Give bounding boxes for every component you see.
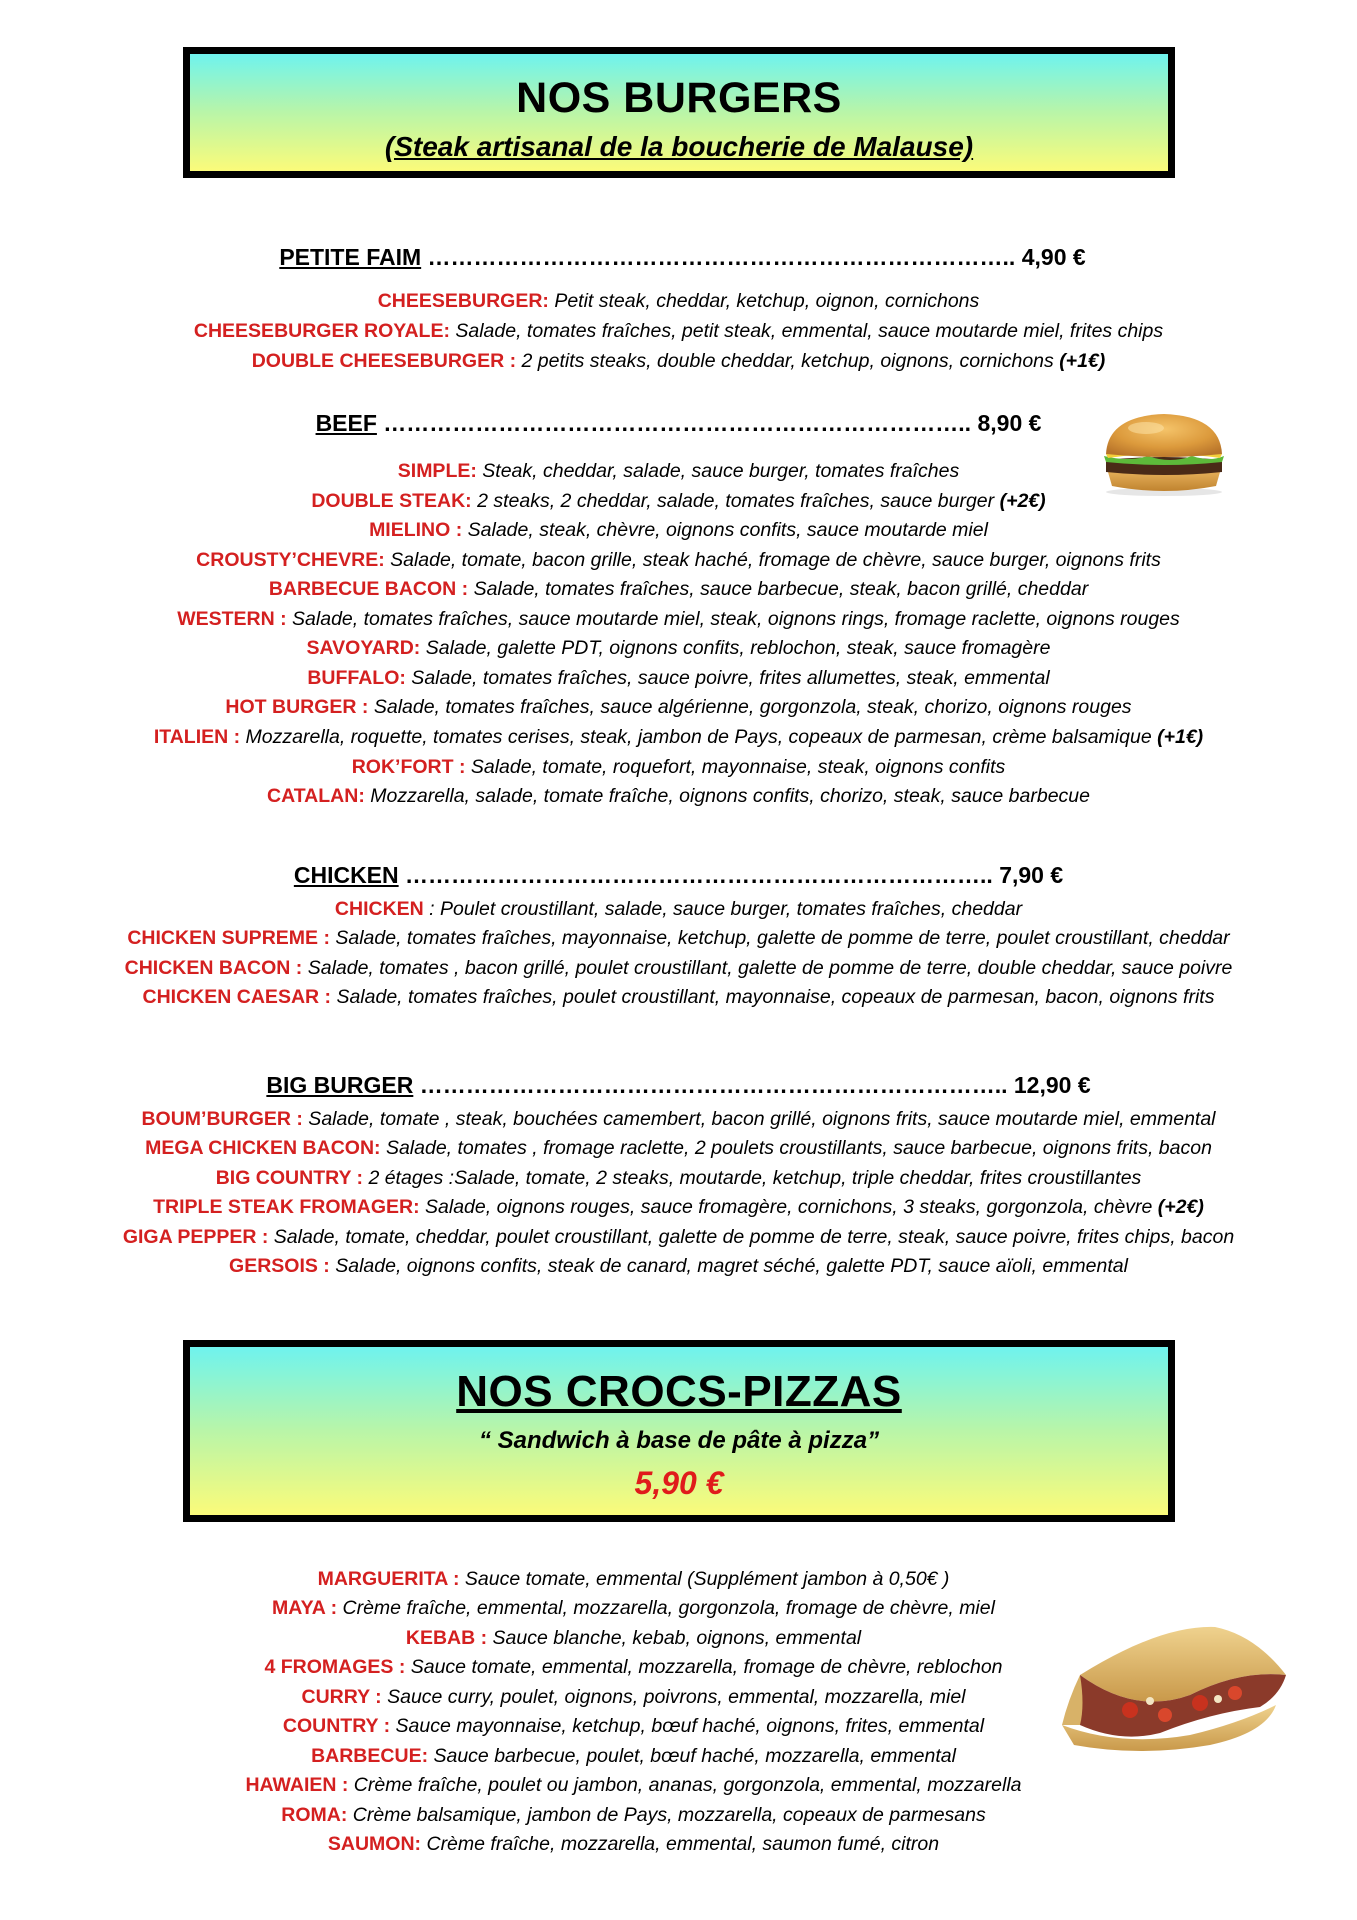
item-name: BARBECUE: — [311, 1745, 429, 1767]
item-desc: Sauce barbecue, poulet, bœuf haché, mozzarella, emmental — [428, 1745, 956, 1767]
item-desc: Mozzarella, salade, tomate fraîche, oignons confits, chorizo, steak, sauce barbecue — [364, 785, 1090, 807]
menu-item — [0, 1196, 1357, 1219]
menu-item — [0, 1774, 1312, 1797]
item-name: WESTERN : — [177, 608, 287, 630]
item-desc: Crème fraîche, poulet ou jambon, ananas, gorgonzola, emmental, mozzarella — [348, 1774, 1022, 1796]
item-desc: Salade, tomates fraîches, sauce algérienne, gorgonzola, steak, chorizo, oignons rouges — [368, 696, 1132, 718]
menu-item — [0, 756, 1357, 779]
item-desc: Salade, steak, chèvre, oignons confits, sauce moutarde miel — [462, 519, 988, 541]
section-heading-big-burger — [0, 1072, 1357, 1099]
item-name: MARGUERITA : — [317, 1568, 460, 1590]
item-desc: Salade, galette PDT, oignons confits, reblochon, steak, sauce fromagère — [420, 637, 1051, 659]
burgers-subtitle: (Steak artisanal de la boucherie de Malause) — [384, 131, 974, 162]
section-name: CHICKEN — [293, 862, 399, 888]
item-extra: (+2€) — [1157, 1196, 1204, 1218]
pizzas-title: NOS CROCS-PIZZAS — [456, 1367, 902, 1416]
menu-item — [0, 1255, 1357, 1278]
burgers-banner — [183, 47, 1175, 178]
item-name: BOUM’BURGER : — [141, 1108, 303, 1130]
menu-item — [0, 1167, 1357, 1190]
section-name: BIG BURGER — [266, 1072, 414, 1098]
menu-item — [0, 1568, 1312, 1591]
item-desc: Salade, tomate, bacon grille, steak haché, fromage de chèvre, sauce burger, oignons frits — [384, 549, 1161, 571]
section-name: BEEF — [315, 410, 377, 436]
item-name: SIMPLE: — [397, 460, 477, 482]
pizzas-price: 5,90 € — [634, 1465, 724, 1501]
menu-item — [0, 608, 1357, 631]
item-name: CHEESEBURGER ROYALE: — [193, 320, 450, 342]
item-name: CHICKEN BACON : — [124, 957, 303, 979]
menu-item — [0, 578, 1357, 601]
leader-dots: ………………………………………………………………….. — [376, 410, 978, 436]
menu-item — [0, 1833, 1312, 1856]
item-name: ROK’FORT : — [351, 756, 466, 778]
menu-item — [0, 350, 1357, 373]
item-desc: Salade, tomates , fromage raclette, 2 poulets croustillants, sauce barbecue, oignons frits, bacon — [380, 1137, 1212, 1159]
item-desc: Salade, tomate, roquefort, mayonnaise, steak, oignons confits — [465, 756, 1006, 778]
section-price: 7,90 € — [999, 862, 1064, 888]
item-desc: 2 steaks, 2 cheddar, salade, tomates fraîches, sauce burger — [471, 490, 1000, 512]
item-desc: Crème fraîche, emmental, mozzarella, gorgonzola, fromage de chèvre, miel — [337, 1597, 995, 1619]
item-name: BIG COUNTRY : — [215, 1167, 364, 1189]
section-heading-petite-faim — [0, 244, 1357, 271]
item-desc: Steak, cheddar, salade, sauce burger, tomates fraîches — [476, 460, 960, 482]
menu-item — [0, 320, 1357, 343]
item-desc: : Poulet croustillant, salade, sauce burger, tomates fraîches, cheddar — [423, 898, 1023, 920]
item-name: MEGA CHICKEN BACON: — [145, 1137, 381, 1159]
menu-item — [0, 637, 1357, 660]
item-desc: Salade, tomates fraîches, sauce barbecue, steak, bacon grillé, cheddar — [468, 578, 1089, 600]
item-name: DOUBLE CHEESEBURGER : — [251, 350, 517, 372]
item-extra: (+2€) — [999, 490, 1046, 512]
menu-item — [0, 986, 1357, 1009]
item-desc: Salade, tomates , bacon grillé, poulet croustillant, galette de pomme de terre, double cheddar, sauce poivre — [302, 957, 1233, 979]
item-name: CURRY : — [301, 1686, 382, 1708]
section-name: PETITE FAIM — [279, 244, 422, 270]
item-desc: Sauce tomate, emmental, mozzarella, fromage de chèvre, reblochon — [405, 1656, 1003, 1678]
leader-dots: ………………………………………………………………….. — [413, 1072, 1014, 1098]
menu-item — [0, 1226, 1357, 1249]
menu-item — [0, 1804, 1312, 1827]
item-extra: (+1€) — [1157, 726, 1204, 748]
item-name: CHICKEN SUPREME : — [127, 927, 330, 949]
menu-item — [0, 785, 1357, 808]
item-extra: (+1€) — [1059, 350, 1106, 372]
menu-item — [0, 1137, 1357, 1160]
item-name: MAYA : — [272, 1597, 338, 1619]
item-name: HOT BURGER : — [225, 696, 369, 718]
menu-item — [0, 927, 1357, 950]
item-name: CHICKEN CAESAR : — [142, 986, 332, 1008]
item-desc: Petit steak, cheddar, ketchup, oignon, cornichons — [548, 290, 980, 312]
menu-item — [0, 667, 1357, 690]
item-name: GERSOIS : — [229, 1255, 330, 1277]
item-desc: Salade, tomates fraîches, sauce poivre, frites allumettes, steak, emmental — [405, 667, 1050, 689]
item-desc: Salade, tomates fraîches, petit steak, emmental, sauce moutarde miel, frites chips — [449, 320, 1164, 342]
section-price: 12,90 € — [1013, 1072, 1091, 1098]
item-name: CROUSTY’CHEVRE: — [196, 549, 385, 571]
item-desc: Salade, oignons rouges, sauce fromagère, cornichons, 3 steaks, gorgonzola, chèvre — [419, 1196, 1158, 1218]
pizzas-banner — [183, 1340, 1175, 1522]
item-desc: Crème balsamique, jambon de Pays, mozzarella, copeaux de parmesans — [347, 1804, 986, 1826]
item-desc: Sauce curry, poulet, oignons, poivrons, emmental, mozzarella, miel — [381, 1686, 966, 1708]
item-name: DOUBLE STEAK: — [311, 490, 472, 512]
section-price: 4,90 € — [1021, 244, 1086, 270]
menu-item — [0, 696, 1357, 719]
item-desc: Salade, tomate , steak, bouchées camembert, bacon grillé, oignons frits, sauce moutarde miel, emmental — [302, 1108, 1216, 1130]
item-name: HAWAIEN : — [245, 1774, 349, 1796]
item-desc: Sauce blanche, kebab, oignons, emmental — [487, 1627, 862, 1649]
item-desc: Mozzarella, roquette, tomates cerises, steak, jambon de Pays, copeaux de parmesan, crème balsamique — [240, 726, 1158, 748]
menu-item — [0, 549, 1357, 572]
item-name: BUFFALO: — [307, 667, 406, 689]
item-desc: Salade, tomates fraîches, mayonnaise, ketchup, galette de pomme de terre, poulet croustillant, cheddar — [329, 927, 1230, 949]
menu-item — [0, 898, 1357, 921]
item-name: CHEESEBURGER: — [377, 290, 549, 312]
item-desc: 2 petits steaks, double cheddar, ketchup, oignons, cornichons — [516, 350, 1060, 372]
menu-item — [0, 1108, 1357, 1131]
leader-dots: ………………………………………………………………….. — [398, 862, 1000, 888]
section-heading-chicken — [0, 862, 1357, 889]
item-name: COUNTRY : — [282, 1715, 391, 1737]
item-name: CATALAN: — [267, 785, 365, 807]
pizzas-subtitle: “ Sandwich à base de pâte à pizza” — [478, 1427, 880, 1454]
leader-dots: ………………………………………………………………….. — [421, 244, 1022, 270]
item-desc: Sauce mayonnaise, ketchup, bœuf haché, oignons, frites, emmental — [390, 1715, 985, 1737]
item-desc: Salade, tomate, cheddar, poulet croustillant, galette de pomme de terre, steak, sauce poivre, frites chips, bacon — [268, 1226, 1235, 1248]
burger-image — [1098, 410, 1230, 496]
burgers-title: NOS BURGERS — [516, 74, 842, 122]
item-name: KEBAB : — [405, 1627, 488, 1649]
item-name: CHICKEN — [334, 898, 424, 920]
menu-item — [0, 290, 1357, 313]
item-name: ITALIEN : — [153, 726, 241, 748]
item-desc: Salade, oignons confits, steak de canard, magret séché, galette PDT, sauce aïoli, emmental — [329, 1255, 1128, 1277]
menu-item — [0, 726, 1357, 749]
item-name: ROMA: — [281, 1804, 348, 1826]
menu-item — [0, 957, 1357, 980]
item-name: TRIPLE STEAK FROMAGER: — [153, 1196, 420, 1218]
item-name: SAUMON: — [327, 1833, 422, 1855]
item-name: 4 FROMAGES : — [264, 1656, 406, 1678]
item-desc: 2 étages :Salade, tomate, 2 steaks, moutarde, ketchup, triple cheddar, frites croustillantes — [363, 1167, 1142, 1189]
item-desc: Salade, tomates fraîches, sauce moutarde miel, steak, oignons rings, fromage raclette, oignons rouges — [286, 608, 1180, 630]
item-name: SAVOYARD: — [306, 637, 421, 659]
croc-pizza-image — [1040, 1615, 1300, 1760]
item-name: BARBECUE BACON : — [268, 578, 469, 600]
section-price: 8,90 € — [977, 410, 1042, 436]
menu-item — [0, 519, 1357, 542]
item-desc: Crème fraîche, mozzarella, emmental, saumon fumé, citron — [421, 1833, 940, 1855]
item-desc: Salade, tomates fraîches, poulet croustillant, mayonnaise, copeaux de parmesan, bacon, oignons frits — [331, 986, 1215, 1008]
item-desc: Sauce tomate, emmental (Supplément jambon à 0,50€ ) — [459, 1568, 950, 1590]
item-name: GIGA PEPPER : — [122, 1226, 269, 1248]
item-name: MIELINO : — [369, 519, 463, 541]
